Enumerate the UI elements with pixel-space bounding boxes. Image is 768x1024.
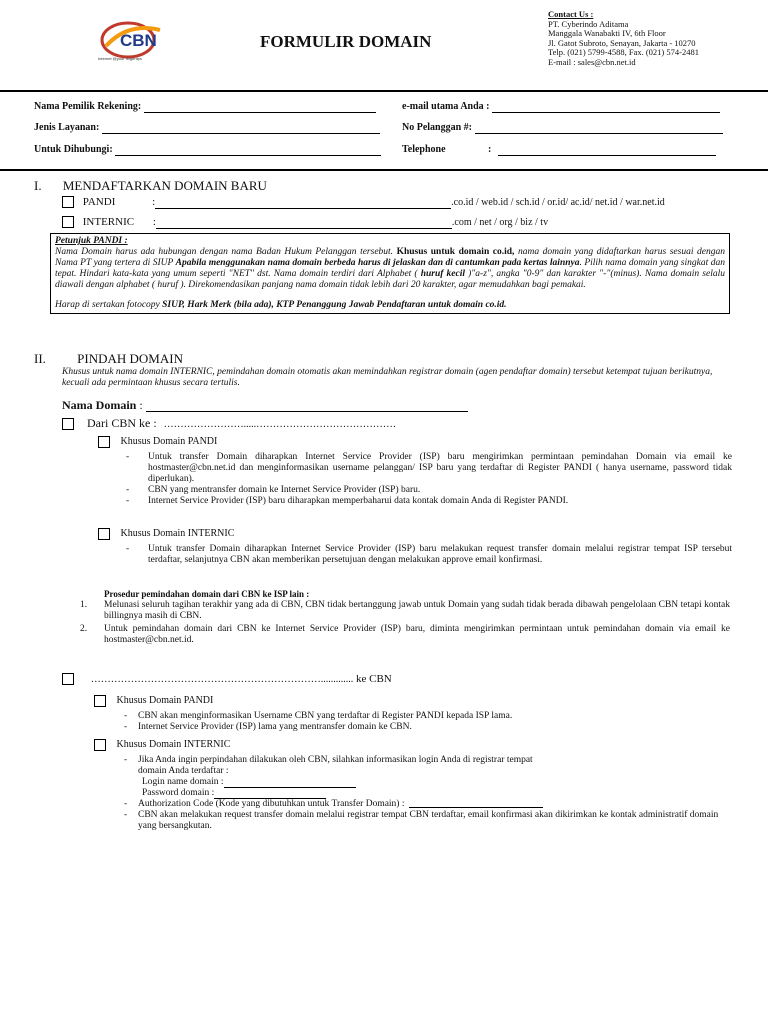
contact-input[interactable]	[115, 145, 381, 156]
pandi2-subsection	[94, 695, 213, 707]
field-colon: :	[488, 144, 492, 155]
pandi-row: PANDI : .co.id / web.id / sch.id / or.id/ ac.id/ net.id / war.net.id	[62, 196, 732, 209]
pandi-suffix: .co.id / web.id / sch.id / or.id/ ac.id/ net.id / war.net.id	[451, 197, 665, 208]
field-customer-no	[402, 122, 723, 134]
khusus-internic-label: Khusus Domain INTERNIC	[120, 528, 235, 540]
section1-heading	[34, 178, 267, 193]
field-telephone	[402, 144, 716, 156]
internic-checkbox[interactable]	[62, 216, 74, 228]
list-item: - Untuk transfer Domain diharapkan Internet Service Provider (ISP) baru melakukan request transfer domain melalui registrar tempat ISP tersebut terdaftar, selanjutnya CBN akan memberikan persetujuan dengan melakukan approve email konfirmasi.	[126, 544, 732, 565]
contact-line: E-mail : sales@cbn.net.id	[548, 56, 636, 67]
ke-cbn-label: ke CBN	[356, 673, 392, 685]
telephone-input[interactable]	[498, 145, 716, 156]
field-label: Untuk Dihubungi:	[34, 144, 113, 155]
section-number: I.	[34, 178, 42, 193]
field-label: Jenis Layanan:	[34, 122, 100, 133]
list-item: - CBN akan melakukan request transfer domain melalui registrar tempat CBN terdaftar, email konfirmasi akan dikirimkan ke kontak administratif domain yang bersangkutan.	[124, 810, 719, 831]
list-item: - CBN akan menginformasikan Username CBN yang terdaftar di Register PANDI kepada ISP lama.	[124, 711, 513, 721]
pandi-label: PANDI	[82, 196, 116, 208]
field-email	[402, 101, 720, 113]
khusus-internic2-label: Khusus Domain INTERNIC	[116, 739, 231, 751]
customer-no-input[interactable]	[475, 123, 723, 134]
section-title: MENDAFTARKAN DOMAIN BARU	[62, 178, 267, 193]
list-item-cont: domain Anda terdaftar :	[138, 766, 229, 776]
petunjuk-paragraph: Nama Domain harus ada hubungan dengan nama Badan Hukum Pelanggan tersebut. Khusus untuk domain co.id, nama domain yang didaftarkan harus sesuai dengan Nama PT yang tertera di SIUP Apabila menggunakan nama domain berbeda harus di jelaskan dan di cantumkan pada kertas lainnya. Pilih nama domain yang singkat dan tepat. Hindari kata-kata yang umum seperti "NET" dst. Nama domain terdiri dari Alphabet ( huruf kecil )"a-z", angka "0-9" dan karakter "-"(minus). Nama domain selalu diawali dengan alphabet ( huruf ). Direkomendasikan panjang nama domain tidak lebih dari 20 karakter, agar memudahkan bagi pemakai.	[55, 247, 725, 290]
field-label: Nama Pemilik Rekening:	[34, 101, 142, 112]
field-label: No Pelanggan #:	[402, 122, 472, 133]
nama-domain-row: Nama Domain :	[62, 398, 468, 412]
dari-cbn-checkbox[interactable]	[62, 418, 74, 430]
nama-domain-label: Nama Domain	[62, 398, 137, 412]
ke-cbn-row	[62, 673, 392, 686]
ke-cbn-checkbox[interactable]	[62, 673, 74, 685]
contact-line: Manggala Wanabakti IV, 6th Floor	[548, 28, 666, 38]
internic-domain-input[interactable]	[156, 218, 452, 229]
section2-heading	[34, 351, 183, 366]
list-item: 2. Untuk pemindahan domain dari CBN ke Internet Service Provider (ISP) baru, diminta mengirimkan permintaan untuk pemindahan domain via email ke hostmaster@cbn.net.id.	[80, 624, 730, 645]
contact-line: Telp. (021) 5799-4588, Fax. (021) 574-2481	[548, 47, 699, 57]
dari-cbn-label: Dari CBN ke :	[87, 416, 157, 430]
contact-heading: Contact Us :	[548, 9, 594, 19]
ke-cbn-dots: …………………………………………………………….............	[90, 674, 354, 685]
list-item: - Internet Service Provider (ISP) lama yang mentransfer domain ke CBN.	[124, 722, 412, 732]
logo-text: CBN	[120, 31, 157, 50]
list-item: - Jika Anda ingin perpindahan dilakukan oleh CBN, silahkan informasikan login Anda di registrar tempat	[124, 755, 533, 765]
pandi-domain-input[interactable]	[155, 198, 451, 209]
field-contact	[34, 144, 381, 156]
nama-domain-input[interactable]	[146, 401, 468, 412]
field-label: Telephone	[402, 144, 446, 155]
list-item: - Authorization Code (Kode yang dibutuhkan untuk Transfer Domain) :	[124, 799, 724, 810]
internic2-subsection	[94, 739, 230, 751]
section-number: II.	[34, 351, 46, 366]
khusus-internic-checkbox[interactable]	[98, 528, 110, 540]
account-owner-input[interactable]	[144, 102, 376, 113]
section-title: PINDAH DOMAIN	[77, 351, 183, 366]
internic-subsection	[98, 528, 234, 540]
cbn-logo	[98, 16, 170, 62]
divider	[0, 169, 768, 171]
password-row: Password domain :	[124, 788, 724, 799]
auth-code-input[interactable]	[409, 799, 543, 808]
list-item: - Internet Service Provider (ISP) baru diharapkan memperbaharui data kontak domain Anda di Register PANDI.	[126, 496, 569, 506]
pandi-checkbox[interactable]	[62, 196, 74, 208]
list-item: 1. Melunasi seluruh tagihan terakhir yang ada di CBN, CBN tidak bertanggung jawab untuk Domain yang sudah tidak berada dibawah pengelolaan CBN tetapi kontak billingnya masih di CBN.	[80, 600, 730, 621]
login-row: Login name domain :	[124, 777, 724, 788]
contact-line: Jl. Gatot Subroto, Senayan, Jakarta - 10270	[548, 37, 696, 48]
list-item: - CBN yang mentransfer domain ke Internet Service Provider (ISP) baru.	[126, 485, 421, 495]
prosedur-list	[80, 600, 730, 646]
dari-cbn-dots: …………………….....……………………………………	[163, 419, 397, 430]
field-label: e-mail utama Anda :	[402, 101, 490, 112]
petunjuk-title: Petunjuk PANDI :	[55, 236, 128, 246]
pandi-list	[126, 452, 732, 507]
pandi2-list	[124, 711, 724, 733]
internic-suffix: .com / net / org / biz / tv	[451, 217, 549, 228]
dari-cbn-row	[62, 416, 396, 431]
internic-label: INTERNIC	[82, 216, 135, 228]
list-item: - Untuk transfer Domain diharapkan Internet Service Provider (ISP) baru mengirimkan permintaan pemindahan Domain via email ke hostmaster@cbn.net.id dan menginformasikan username pelanggan/ ISP baru yang terdaftar di Register PANDI ( hanya username, password tidak diperlukan).	[126, 452, 732, 484]
khusus-pandi-label: Khusus Domain PANDI	[120, 436, 218, 448]
prosedur-title: Prosedur pemindahan domain dari CBN ke ISP lain :	[104, 589, 310, 599]
field-account-owner	[34, 101, 376, 113]
logo-tagline: Internet @your fingertips	[98, 56, 142, 61]
contact-line: PT. Cyberindo Aditama	[548, 18, 629, 29]
internic2-list	[124, 755, 724, 832]
khusus-pandi-checkbox[interactable]	[98, 436, 110, 448]
khusus-pandi2-checkbox[interactable]	[94, 695, 106, 707]
login-input[interactable]	[224, 779, 356, 788]
field-service-type	[34, 122, 380, 134]
email-input[interactable]	[492, 102, 720, 113]
page-title: FORMULIR DOMAIN	[260, 32, 432, 51]
pandi-subsection	[98, 436, 217, 448]
internic-row: INTERNIC : .com / net / org / biz / tv	[62, 216, 732, 229]
divider	[0, 90, 768, 92]
contact-block	[548, 10, 699, 67]
khusus-internic2-checkbox[interactable]	[94, 739, 106, 751]
service-type-input[interactable]	[102, 123, 380, 134]
internic-list	[126, 544, 732, 566]
petunjuk-box	[50, 233, 730, 314]
petunjuk-note: Harap di sertakan fotocopy SIUP, Hark Merk (bila ada), KTP Penanggung Jawab Pendaftaran untuk domain co.id.	[55, 300, 507, 310]
section2-intro: Khusus untuk nama domain INTERNIC, pemindahan domain otomatis akan memindahkan registrar domain (agen pendaftar domain) tersebut ketempat tujuan berikutnya, kecuali ada permintaan khusus secara tertulis.	[62, 367, 713, 388]
password-input[interactable]	[214, 790, 326, 799]
khusus-pandi2-label: Khusus Domain PANDI	[116, 695, 214, 707]
